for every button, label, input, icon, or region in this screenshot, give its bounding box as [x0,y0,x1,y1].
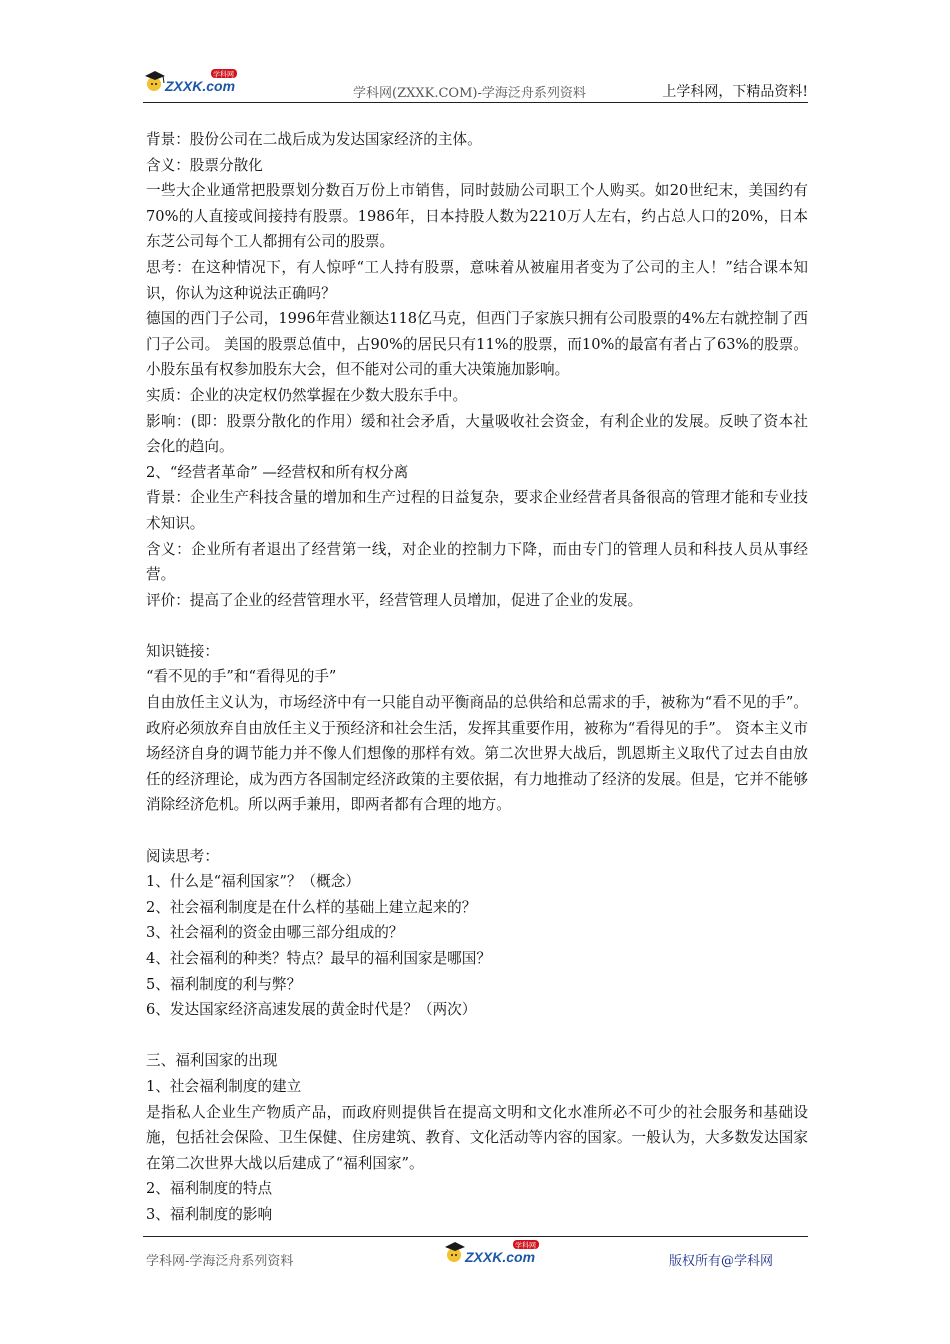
header-center-text: 学科网(ZXXK.COM)-学海泛舟系列资料 [353,86,586,101]
list-item: 2、社会福利制度是在什么样的基础上建立起来的？ [146,898,477,916]
svg-text:学科网: 学科网 [213,71,234,79]
paragraph: “看不见的手”和“看得见的手” [146,668,337,686]
paragraph: 思考：在这种情况下，有人惊呼“工人持有股票，意味着从被雇用者变为了公司的主人！”结合课本知识，你认为这种说法正确吗？ [146,258,808,302]
subsection-heading: 3、福利制度的影响 [146,1205,273,1223]
footer-divider [143,1236,808,1237]
section-heading: 2、“经营者革命” —经营权和所有权分离 [146,463,409,481]
paragraph: 实质：企业的决定权仍然掌握在少数大股东手中。 [146,386,468,404]
paragraph: 背景：股份公司在二战后成为发达国家经济的主体。 [146,131,482,148]
list-item: 4、社会福利的种类？特点？最早的福利国家是哪国？ [146,950,491,967]
document-body [146,127,808,1228]
zxxk-footer-logo [443,1238,547,1268]
paragraph: 背景：企业生产科技含量的增加和生产过程的日益复杂，要求企业经营者具备很高的管理才能和专业技术知识。 [146,489,808,532]
svg-text:ZXXK.com: ZXXK.com [465,1249,536,1265]
footer-right-text: 版权所有@学科网 [669,1254,774,1269]
paragraph: 评价：提高了企业的经营管理水平，经营管理人员增加，促进了企业的发展。 [146,591,643,609]
paragraph: 德国的西门子公司，1996年营业额达118亿马克，但西门子家族只拥有公司股票的4%左右就控制了西门子公司。 美国的股票总值中，占90%的居民只有11%的股票，而10%的最富有者占了63%的股票。小股东虽有权参加股东大会，但不能对公司的重大决策施加影响。 [146,310,808,379]
footer-left-text: 学科网-学海泛舟系列资料 [146,1254,294,1269]
subsection-heading: 2、福利制度的特点 [146,1180,273,1198]
blank-line [146,818,808,844]
paragraph: 是指私人企业生产物质产品，而政府则提供旨在提高文明和文化水准所必不可少的社会服务和基础设施，包括社会保险、卫生保健、住房建筑、教育、文化活动等内容的国家。一般认为，大多数发达国家在第二次世界大战以后建成了“福利国家”。 [146,1103,808,1172]
subsection-heading: 1、社会福利制度的建立 [146,1077,302,1095]
svg-text:ZXXK.com: ZXXK.com [165,78,236,94]
paragraph: 含义：企业所有者退出了经营第一线，对企业的控制力下降，而由专门的管理人员和科技人员从事经营。 [146,540,808,584]
list-item: 1、什么是“福利国家”？（概念） [146,873,360,891]
paragraph: 影响：(即：股票分散化的作用）缓和社会矛盾，大量吸收社会资金，有利企业的发展。反映了资本社会化的趋向。 [146,412,808,456]
header-right-text: 上学科网，下精品资料! [662,84,808,100]
zxxk-logo [143,66,243,98]
list-item: 6、发达国家经济高速发展的黄金时代是？（两次） [146,1001,477,1019]
list-item: 5、福利制度的利与弊？ [146,975,302,993]
paragraph: 自由放任主义认为，市场经济中有一只能自动平衡商品的总供给和总需求的手，被称为“看不见的手”。 政府必须放弃自由放任主义于预经济和社会生活，发挥其重要作用，被称为“看得见的手”。 资本主义市场经济自身的调节能力并不像人们想像的那样有效。第二次世界大战后，凯恩斯主义取代了过去自由放任的经济理论，成为西方各国制定经济政策的主要依据，有力地推动了经济的发展。但是，它并不能够消除经济危机。所以两手兼用，即两者都有合理的地方。 [146,694,808,814]
paragraph: 含义：股票分散化 [146,156,263,174]
list-item: 3、社会福利的资金由哪三部分组成的？ [146,924,404,942]
section-heading: 阅读思考： [146,847,219,865]
section-heading: 知识链接： [146,642,219,660]
page-header [143,64,808,103]
blank-line [146,1023,808,1049]
section-heading: 三、福利国家的出现 [146,1052,278,1070]
svg-text:学科网: 学科网 [515,1242,536,1250]
paragraph: 一些大企业通常把股票划分数百万份上市销售，同时鼓励公司职工个人购买。如20世纪末，美国约有70%的人直接或间接持有股票。1986年，日本持股人数为2210万人左右，约占总人口的20%，日本东芝公司每个工人都拥有公司的股票。 [146,182,808,251]
blank-line [146,613,808,639]
